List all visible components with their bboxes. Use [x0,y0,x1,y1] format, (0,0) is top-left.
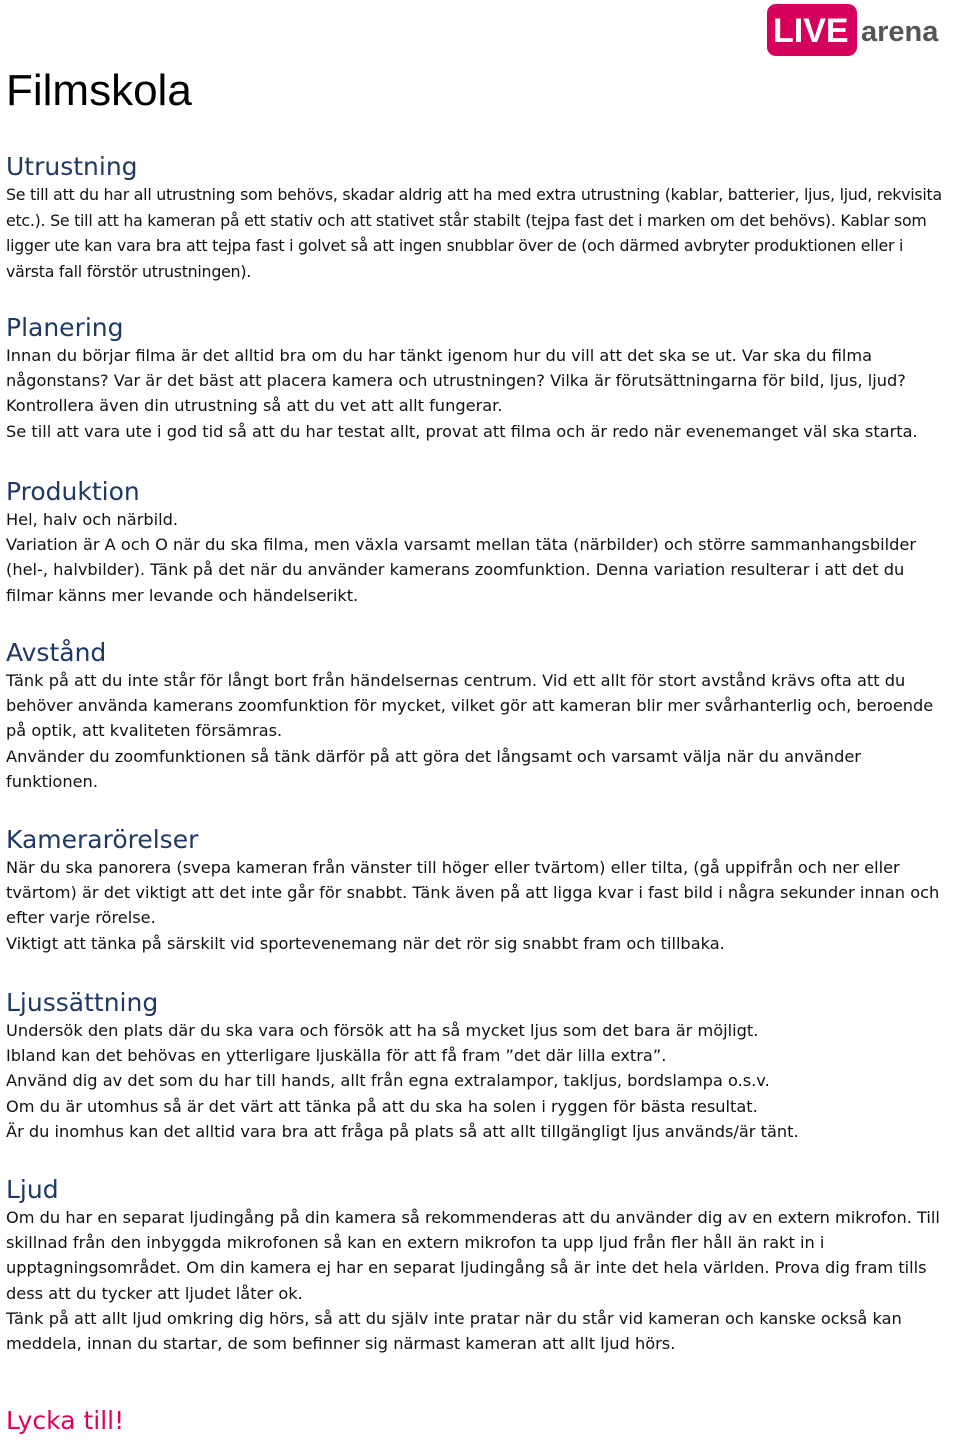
section-ljussattning [6,988,946,1144]
section-paragraph: Om du är utomhus så är det värt att tänka på att du ska ha solen i ryggen för bästa resultat. [6,1096,758,1116]
section-heading: Ljussättning [6,988,159,1017]
section-paragraph: Innan du börjar filma är det alltid bra om du har tänkt igenom hur du vill att det ska se ut. Var ska du filma någonstans? Var är det bäst att placera kamera och utrustningen? Vilka är förutsättningarna för bild, ljus, ljud? Kontrollera även din utrustning så att du vet att allt fungerar. [6,346,906,416]
section-paragraph: Se till att du har all utrustning som behövs, skadar aldrig att ha med extra utrustning (kablar, batterier, ljus, ljud, rekvisita etc.). Se till att ha kameran på ett stativ och att stativet står stabilt (tejpa fast det i marken om det behövs). Kablar som ligger ute kan vara bra att tejpa fast i golvet så att ingen snubblar över de (och därmed avbryter produktionen eller i värsta fall förstör utrustningen). [6,185,942,281]
closing-text: Lycka till! [6,1406,125,1435]
section-kamerarorelser [6,825,946,956]
section-paragraph: Variation är A och O när du ska filma, men växla varsamt mellan täta (närbilder) och större sammanhangsbilder (hel-, halvbilder). Tänk på det när du använder kamerans zoomfunktion. Denna variation resulterar i att det du filmar känns mer levande och händelserikt. [6,535,916,605]
logo-graphic [765,4,960,56]
section-avstand [6,638,946,794]
section-paragraph: Se till att vara ute i god tid så att du har testat allt, provat att filma och är redo när evenemanget väl ska starta. [6,421,918,441]
section-heading: Utrustning [6,152,138,181]
section-heading: Produktion [6,477,140,506]
section-paragraph: Använd dig av det som du har till hands, allt från egna extralampor, takljus, bordslampa o.s.v. [6,1071,770,1091]
section-heading: Avstånd [6,638,107,667]
logo-arena-text: arena [861,16,939,48]
section-paragraph: Tänk på att allt ljud omkring dig hörs, så att du själv inte pratar när du står vid kameran och kanske också kan meddela, innan du startar, de som befinner sig närmast kameran att allt ljud hörs. [6,1308,902,1354]
section-paragraph: Om du har en separat ljudingång på din kamera så rekommenderas att du använder dig av en extern mikrofon. Till skillnad från den inbyggda mikrofonen så kan en extern mikrofon ta upp ljud från fler håll än rakt in i upptagningsområdet. Om din kamera ej har en separat ljudingång så är inte det hela världen. Prova dig fram tills dess att du tycker att ljudet låter ok. [6,1208,940,1303]
section-planering [6,313,946,444]
section-heading: Kamerarörelser [6,825,199,854]
logo-live-text: LIVE [773,12,849,50]
section-paragraph: Viktigt att tänka på särskilt vid sportevenemang när det rör sig snabbt fram och tillbaka. [6,933,725,953]
section-ljud [6,1175,946,1356]
section-paragraph: Ibland kan det behövas en ytterligare ljuskälla för att få fram ”det där lilla extra”. [6,1046,667,1066]
section-heading: Ljud [6,1175,59,1204]
section-paragraph: Undersök den plats där du ska vara och försök att ha så mycket ljus som det bara är möjligt. [6,1021,759,1040]
section-produktion [6,477,946,608]
section-paragraph: Använder du zoomfunktionen så tänk därför på att göra det långsamt och varsamt välja när du använder funktionen. [6,746,861,791]
section-paragraph: Hel, halv och närbild. [6,510,179,529]
section-paragraph: Är du inomhus kan det alltid vara bra att fråga på plats så att allt tillgängligt ljus används/är tänt. [6,1121,799,1141]
section-utrustning [6,152,946,284]
section-heading: Planering [6,313,124,342]
section-paragraph: Tänk på att du inte står för långt bort från händelsernas centrum. Vid ett allt för stort avstånd krävs ofta att du behöver använda kamerans zoomfunktion för mycket, vilket gör att kameran blir mer svårhanterlig och, beroende på optik, att kvaliteten försämras. [6,671,934,741]
section-paragraph: När du ska panorera (svepa kameran från vänster till höger eller tvärtom) eller tilta, (gå uppifrån och ner eller tvärtom) är det viktigt att det inte går för snabbt. Tänk även på att ligga kvar i fast bild i några sekunder innan och efter varje rörelse. [6,858,940,928]
live-arena-logo [765,4,960,56]
page-title: Filmskola [6,66,192,115]
